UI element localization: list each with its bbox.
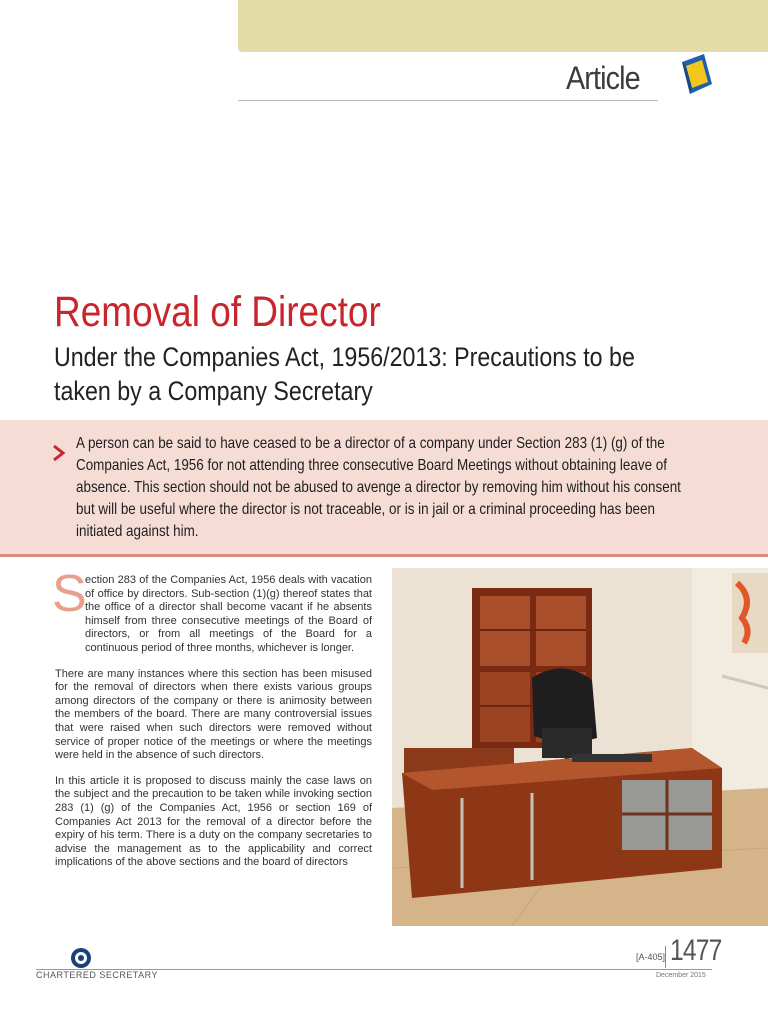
paragraph-1-text: ection 283 of the Companies Act, 1956 deals with vacation of office by directors. Sub-section (1)(g) thereof states that the office of a director shall become vacant if he absents himself from three consecutive meetings of the Board of directors, or from all meetings of the Board for a continuous period of three months, whichever is longer. xyxy=(85,574,372,654)
article-cube-icon xyxy=(678,50,714,100)
publication-name: CHARTERED SECRETARY xyxy=(36,970,159,980)
issue-date: December 2015 xyxy=(656,972,706,979)
paragraph-3: In this article it is proposed to discuss mainly the case laws on the subject and the precaution to be taken while invoking section 283 (1) (g) of the Companies Act, 1956 or section 169 of Companies Act 2013 for the removal of a director before the expiry of his term. There is a duty on the company secretaries to advise the management as to the applicability and correct implications of the above sections and the board of directors xyxy=(55,774,372,869)
header-band xyxy=(238,0,768,52)
paragraph-1 xyxy=(52,565,372,656)
paragraph-2: There are many instances where this section has been misused for the removal of directors when there exists various groups among directors of the company or there is animosity between the members of the board. There are many controversial issues that were raised when such directors were removed without service of proper notice of the meetings or where the meetings were held in the absence of such directors. xyxy=(55,667,372,762)
office-desk-photo xyxy=(392,568,768,926)
page-separator xyxy=(665,946,666,968)
chevron-right-icon xyxy=(52,444,66,462)
dropcap: S xyxy=(52,565,87,623)
page-code: [A-405] xyxy=(636,952,666,962)
page-number: 1477 xyxy=(670,934,722,967)
body-column xyxy=(52,565,372,882)
summary-box xyxy=(0,420,768,557)
section-label: Article xyxy=(566,60,640,96)
article-title: Removal of Director xyxy=(54,288,381,336)
article-subtitle: Under the Companies Act, 1956/2013: Precautions to be taken by a Company Secretary xyxy=(54,342,635,406)
summary-text: A person can be said to have ceased to be a director of a company under Section 283 (1) (g) of the Companies Act, 1956 for not attending three consecutive Board Meetings without obtaining leave of absence. This section should not be abused to avenge a director by removing him without his consent but will be useful where the director is not traceable, or is in jail or a criminal proceeding has been initiated against him. xyxy=(76,435,681,540)
header-rule xyxy=(238,100,658,101)
icsi-logo-icon xyxy=(70,947,92,969)
